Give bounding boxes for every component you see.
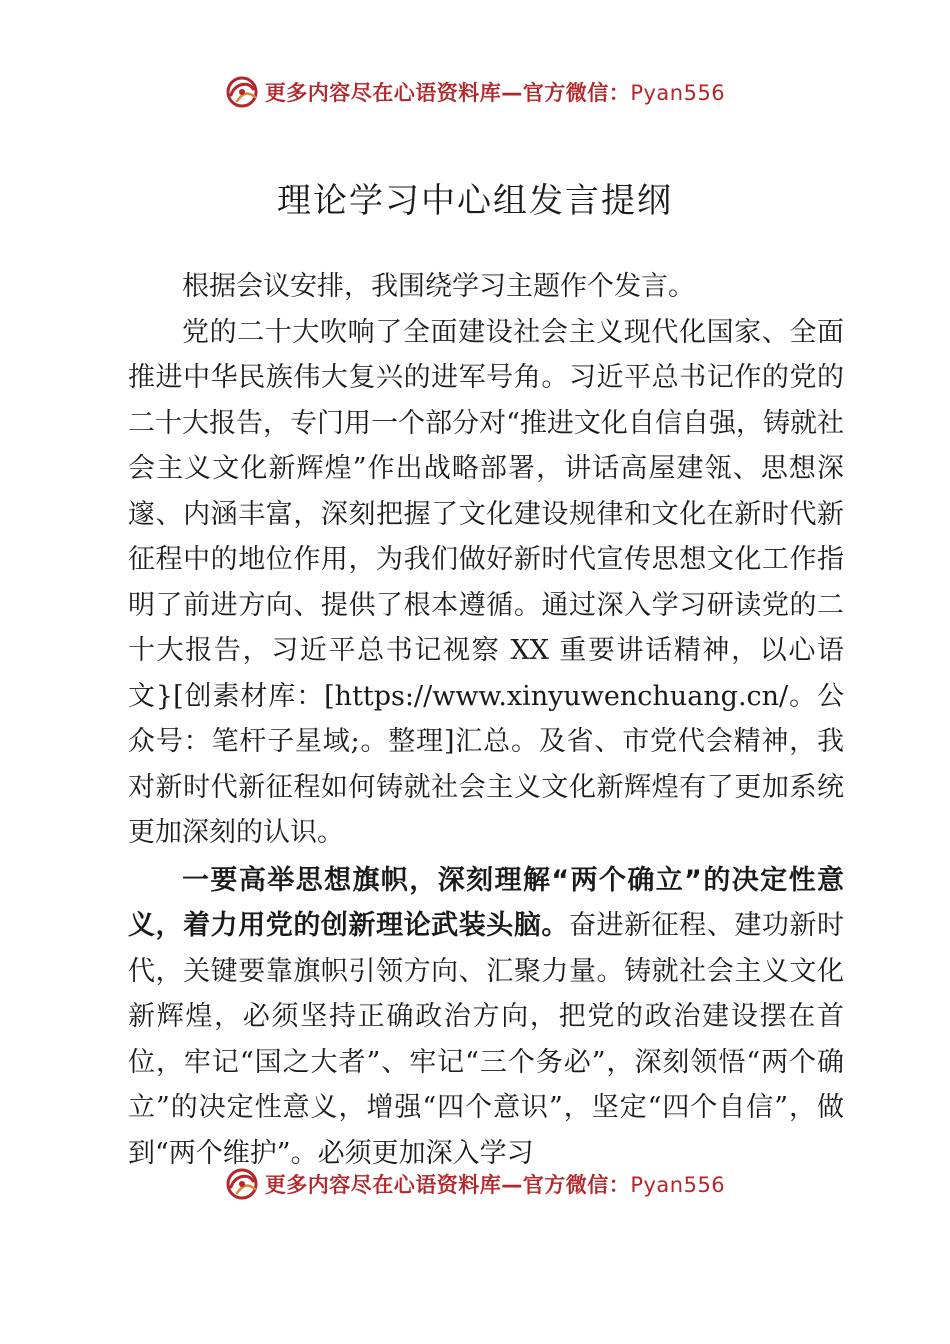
swirl-logo-icon bbox=[225, 75, 259, 109]
header-watermark bbox=[0, 70, 950, 114]
wechat-id: Pyan556 bbox=[630, 1173, 726, 1197]
wechat-id: Pyan556 bbox=[630, 81, 726, 105]
section-one-text: 奋进新征程、建功新时代，关键要靠旗帜引领方向、汇聚力量。铸就社会主义文化新辉煌，必须坚持正确政治方向，把党的政治建设摆在首位，牢记“国之大者”、牢记“三个务必”，深刻领悟“两个确立”的决定性意义，增强“四个意识”，坚定“四个自信”，做到“两个维护”。必须更加深入学习 bbox=[128, 910, 845, 1169]
watermark-text: 更多内容尽在心语资料库—官方微信：Pyan556 bbox=[264, 1173, 726, 1197]
paragraph-main: 党的二十大吹响了全面建设社会主义现代化国家、全面推进中华民族伟大复兴的进军号角。习近平总书记作的党的二十大报告，专门用一个部分对“推进文化自信自强，铸就社会主义文化新辉煌”作出战略部署，讲话高屋建瓴、思想深邃、内涵丰富，深刻把握了文化建设规律和文化在新时代新征程中的地位作用，为我们做好新时代宣传思想文化工作指明了前进方向、提供了根本遵循。通过深入学习研读党的二十大报告，习近平总书记视察 XX 重要讲话精神，以心语文}[创素材库：[https://www.xinyuwenchuang.cn/。公众号：笔杆子星域;。整理]汇总。及省、市党代会精神，我对新时代新征程如何铸就社会主义文化新辉煌有了更加系统更加深刻的认识。 bbox=[128, 316, 844, 848]
section-one-heading: 一要高举思想旗帜，深刻理解“两个确立”的决定性意义，着力用党的创新理论武装头脑。 bbox=[128, 864, 844, 941]
section-one bbox=[128, 858, 844, 1177]
document-body bbox=[128, 264, 844, 1176]
paragraph-intro: 根据会议安排，我围绕学习主题作个发言。 bbox=[182, 271, 695, 302]
swirl-logo-icon bbox=[225, 1167, 259, 1201]
watermark-text: 更多内容尽在心语资料库—官方微信：Pyan556 bbox=[264, 81, 726, 105]
document-title: 理论学习中心组发言提纲 bbox=[277, 181, 673, 221]
footer-watermark bbox=[0, 1162, 950, 1206]
